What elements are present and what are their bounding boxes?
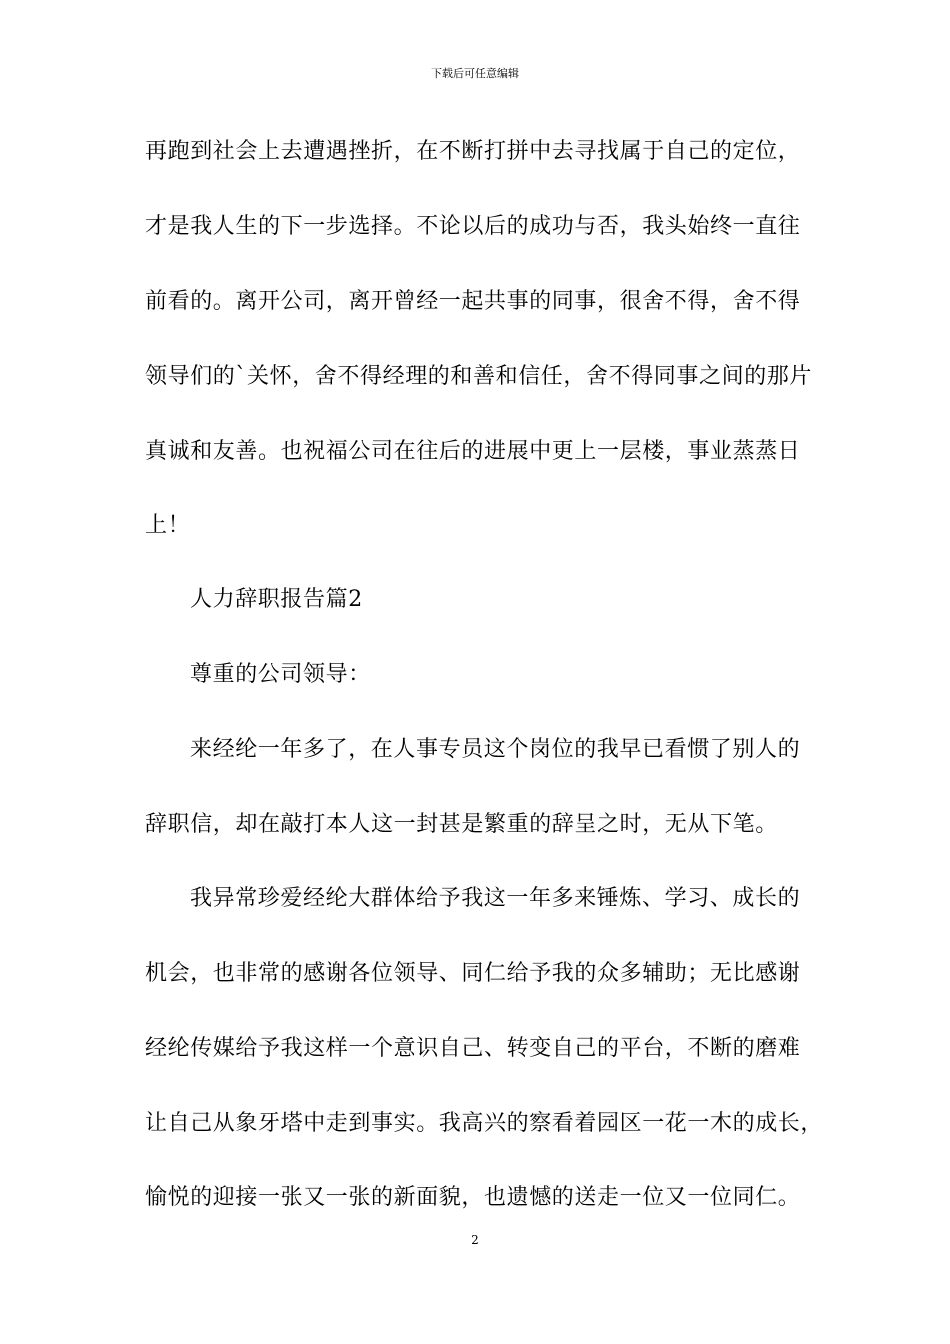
body-line: 来经纶一年多了，在人事专员这个岗位的我早已看惯了别人的 xyxy=(190,737,801,762)
page-number: 2 xyxy=(471,1233,479,1247)
body-line: 再跑到社会上去遭遇挫折，在不断打拼中去寻找属于自己的定位， xyxy=(145,139,801,164)
body-line: 让自己从象牙塔中走到事实。我高兴的察看着园区一花一木的成长， xyxy=(145,1111,824,1136)
body-line: 领导们的`关怀，舍不得经理的和善和信任，舍不得同事之间的那片 xyxy=(145,364,813,389)
body-line: 上！ xyxy=(145,513,191,538)
body-line: 前看的。离开公司，离开曾经一起共事的同事，很舍不得，舍不得 xyxy=(145,289,801,314)
body-line: 愉悦的迎接一张又一张的新面貌，也遗憾的送走一位又一位同仁。 xyxy=(145,1185,801,1210)
body-line: 真诚和友善。也祝福公司在往后的进展中更上一层楼，事业蒸蒸日 xyxy=(145,439,801,464)
body-line: 才是我人生的下一步选择。不论以后的成功与否，我头始终一直往 xyxy=(145,214,801,239)
body-line: 辞职信，却在敲打本人这一封甚是繁重的辞呈之时，无从下笔。 xyxy=(145,812,778,837)
section-heading: 人力辞职报告篇2 xyxy=(190,587,363,612)
body-line: 我异常珍爱经纶大群体给予我这一年多来锤炼、学习、成长的 xyxy=(190,886,801,911)
body-line: 经纶传媒给予我这样一个意识自己、转变自己的平台，不断的磨难 xyxy=(145,1036,801,1061)
body-line: 机会，也非常的感谢各位领导、同仁给予我的众多辅助；无比感谢 xyxy=(145,961,801,986)
salutation: 尊重的公司领导： xyxy=(190,662,371,687)
page-header: 下载后可任意编辑 xyxy=(431,67,519,80)
